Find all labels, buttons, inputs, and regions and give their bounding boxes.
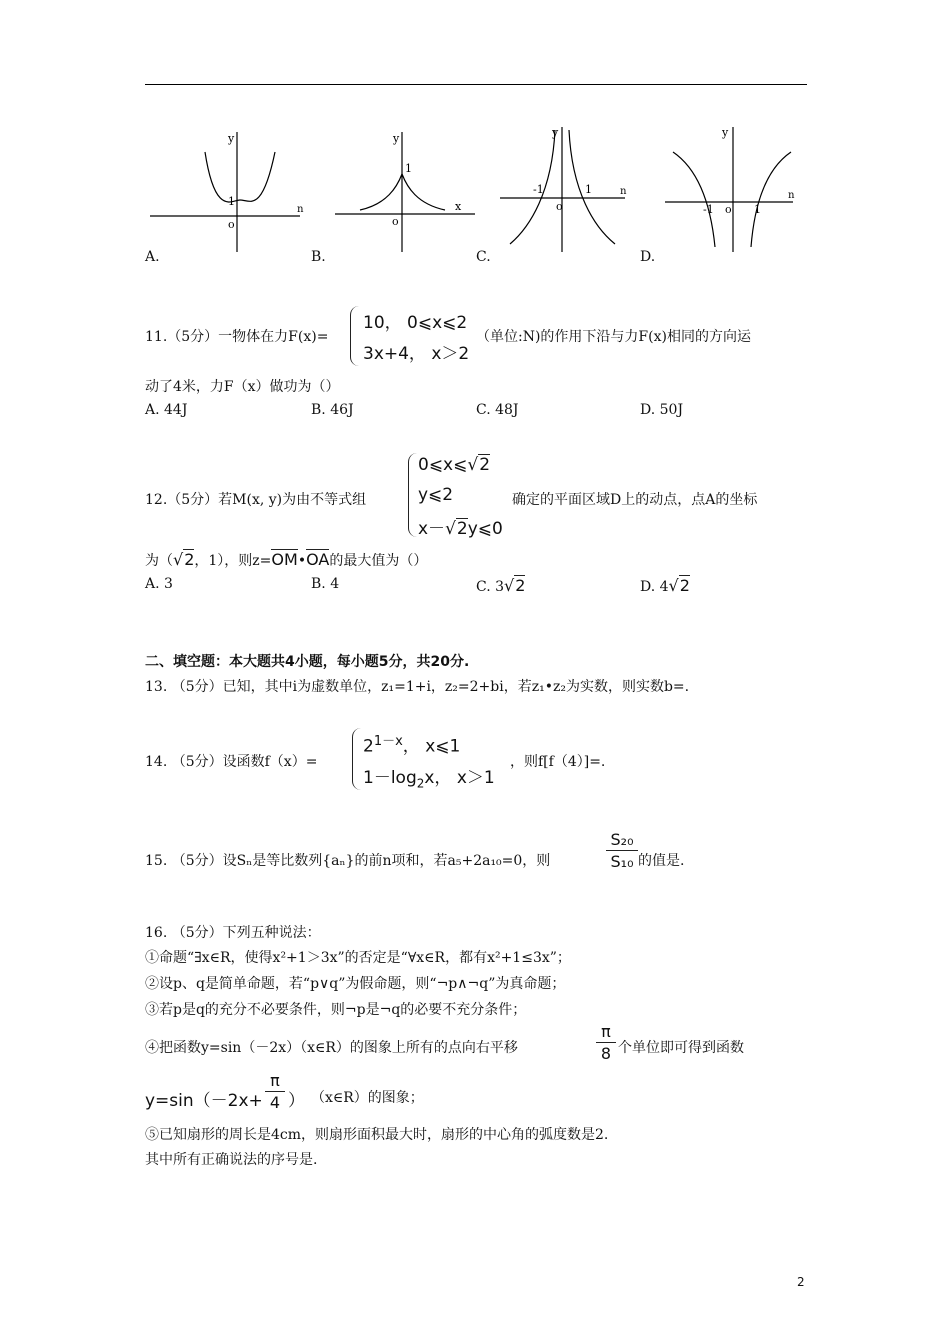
graph-c <box>500 122 660 254</box>
q16-statement-4b: 个单位即可得到函数 <box>618 1040 744 1056</box>
graph-c-plot <box>500 122 660 254</box>
graph-d-plot <box>665 122 825 254</box>
q12-cond-3 <box>418 514 503 539</box>
q14-suffix: ，则f[f（4）]=. <box>510 754 606 770</box>
q16-statement-2: ②设p、q是简单命题，若“p∨q”为假命题，则“¬p∧¬q”为真命题； <box>145 976 566 992</box>
sqrt-icon: √ <box>504 576 515 595</box>
q12-cond-1a: 0⩽x⩽ <box>418 455 468 475</box>
q12-line-2d: 的最大值为（） <box>329 553 428 569</box>
graph-c-one: 1 <box>585 183 592 196</box>
q16-frac2-num: π <box>270 1071 280 1090</box>
q12-line-2 <box>145 550 427 570</box>
q12-prefix: 12.（5分）若M(x, y)为由不等式组 <box>145 492 367 508</box>
q11-option-d: D. 50J <box>640 402 684 418</box>
q14-p2a: 1－log <box>363 768 417 788</box>
q16-statement-4e: （x∈R）的图象； <box>311 1090 424 1106</box>
sqrt-icon: √ <box>445 519 456 539</box>
q11-prefix: 11.（5分）一物体在力F(x)= <box>145 329 329 345</box>
graph-d-y: y <box>722 126 729 139</box>
sqrt-icon: √ <box>668 576 679 595</box>
q15-denominator: S₁₀ <box>610 852 634 871</box>
graph-c-origin: o <box>556 200 563 213</box>
q16-frac2-den: 4 <box>269 1093 281 1112</box>
section-2-heading: 二、填空题：本大题共4小题，每小题5分，共20分. <box>145 654 470 670</box>
q12-option-b: B. 4 <box>311 576 340 592</box>
graph-a-plot <box>150 122 310 254</box>
graph-b <box>335 122 495 254</box>
graph-d-origin: o <box>725 203 732 216</box>
q12-vector-oa: OA <box>306 550 330 569</box>
graph-b-one: 1 <box>405 162 412 175</box>
q14-p1-exp: 1－x <box>373 734 403 749</box>
q11-piece-1: 10， 0⩽x⩽2 <box>363 313 468 333</box>
q11-brace <box>350 306 359 366</box>
q16-statement-5: ⑤已知扇形的周长是4cm，则扇形面积最大时，扇形的中心角的弧度数是2. <box>145 1127 609 1143</box>
fraction-bar <box>265 1091 285 1092</box>
graph-a <box>150 122 310 254</box>
q12-cond-3b: 2 <box>456 519 468 539</box>
q12-line-2c: ，1），则z= <box>194 553 272 569</box>
q14-p1-base: 2 <box>363 736 374 757</box>
q12-option-c <box>476 576 525 595</box>
q15-prefix: 15. （5分）设Sₙ是等比数列{aₙ}的前n项和，若a₅+2a₁₀=0，则 <box>145 853 551 869</box>
graph-label-b: B. <box>311 249 326 265</box>
graph-a-y: y <box>228 132 235 145</box>
graph-d-x: ո <box>788 190 795 201</box>
q16-statement-4d: ） <box>288 1091 305 1111</box>
graph-b-y: y <box>393 132 400 145</box>
q14-piece-1 <box>363 730 460 757</box>
q12-cond-1 <box>418 455 490 475</box>
q14-p2b: x， x＞1 <box>424 768 495 788</box>
q16-title: 16. （5分）下列五种说法： <box>145 925 321 941</box>
q12-cond-2: y⩽2 <box>418 485 454 505</box>
graph-c-neg-one: -1 <box>533 183 544 196</box>
q14-p2-sub: 2 <box>416 776 425 791</box>
q12-line-2b: 2 <box>184 550 195 569</box>
q12-option-d <box>640 576 690 595</box>
q16-fraction-1 <box>596 1022 616 1063</box>
graph-b-origin: o <box>392 215 399 228</box>
q16-frac1-den: 8 <box>600 1044 612 1063</box>
q16-statement-4a: ④把函数y=sin（－2x）（x∈R）的图象上所有的点向右平移 <box>145 1040 518 1056</box>
graph-a-one: 1 <box>228 195 235 208</box>
fraction-bar <box>606 850 638 851</box>
q11-line-2: 动了4米，力F（x）做功为（） <box>145 379 340 395</box>
q12-option-a: A. 3 <box>145 576 173 592</box>
q13-text: 13. （5分）已知，其中i为虚数单位，z₁=1+i，z₂=2+bi，若z₁•z₂为实数，则实数b=. <box>145 679 690 695</box>
q12-brace <box>408 453 417 537</box>
q16-conclusion: 其中所有正确说法的序号是. <box>145 1152 318 1168</box>
q11-piece-2: 3x+4， x＞2 <box>363 344 470 364</box>
graph-c-y: y <box>552 126 559 139</box>
q16-frac1-num: π <box>601 1022 611 1041</box>
page-number: 2 <box>797 1275 805 1289</box>
q12-option-d-pre: D. 4 <box>640 579 669 595</box>
graph-d-one: 1 <box>754 203 761 216</box>
q12-dot: • <box>297 553 307 569</box>
q12-option-c-pre: C. 3 <box>476 579 505 595</box>
fraction-bar <box>596 1042 616 1043</box>
q12-cond-3a: x－ <box>418 519 446 539</box>
q16-fraction-2 <box>265 1071 285 1112</box>
q11-option-c: C. 48J <box>476 402 519 418</box>
graph-b-x: x <box>455 200 462 213</box>
q11-suffix: （单位:N)的作用下沿与力F(x)相同的方向运 <box>476 329 751 345</box>
q12-line-2a: 为（ <box>145 553 173 569</box>
q12-cond-1b: 2 <box>479 455 491 475</box>
sqrt-icon: √ <box>173 550 184 569</box>
graph-c-x: ո <box>620 186 627 197</box>
q12-option-d-rad: 2 <box>679 576 690 595</box>
q12-option-c-rad: 2 <box>515 576 526 595</box>
q12-vector-om: OM <box>271 550 298 569</box>
graph-b-plot <box>335 122 495 254</box>
q12-suffix: 确定的平面区域D上的动点，点A的坐标 <box>512 492 758 508</box>
q15-suffix: 的值是. <box>638 853 685 869</box>
q16-statement-3: ③若p是q的充分不必要条件，则¬p是¬q的必要不充分条件； <box>145 1002 527 1018</box>
q15-numerator: S₂₀ <box>610 830 634 849</box>
graph-a-origin: o <box>228 218 235 231</box>
graph-a-x: ո <box>297 204 304 215</box>
q11-option-b: B. 46J <box>311 402 354 418</box>
graph-d-neg-one: -1 <box>703 203 714 216</box>
q16-statement-4c: y=sin（－2x+ <box>145 1091 263 1111</box>
q14-piece-2 <box>363 763 495 790</box>
q16-statement-1: ①命题“∃x∈R，使得x²+1＞3x”的否定是“∀x∈R，都有x²+1≤3x”； <box>145 950 571 966</box>
graph-label-d: D. <box>640 249 656 265</box>
graph-label-c: C. <box>476 249 491 265</box>
q12-cond-3c: y⩽0 <box>467 519 503 539</box>
graph-label-a: A. <box>145 249 160 265</box>
sqrt-icon: √ <box>467 455 479 475</box>
q14-p1-cond: ， x⩽1 <box>402 736 461 757</box>
header-rule <box>145 84 807 85</box>
q14-prefix: 14. （5分）设函数f（x）= <box>145 754 318 770</box>
q14-brace <box>352 728 361 790</box>
graph-d <box>665 122 825 254</box>
q15-fraction <box>606 830 638 871</box>
q11-option-a: A. 44J <box>145 402 188 418</box>
